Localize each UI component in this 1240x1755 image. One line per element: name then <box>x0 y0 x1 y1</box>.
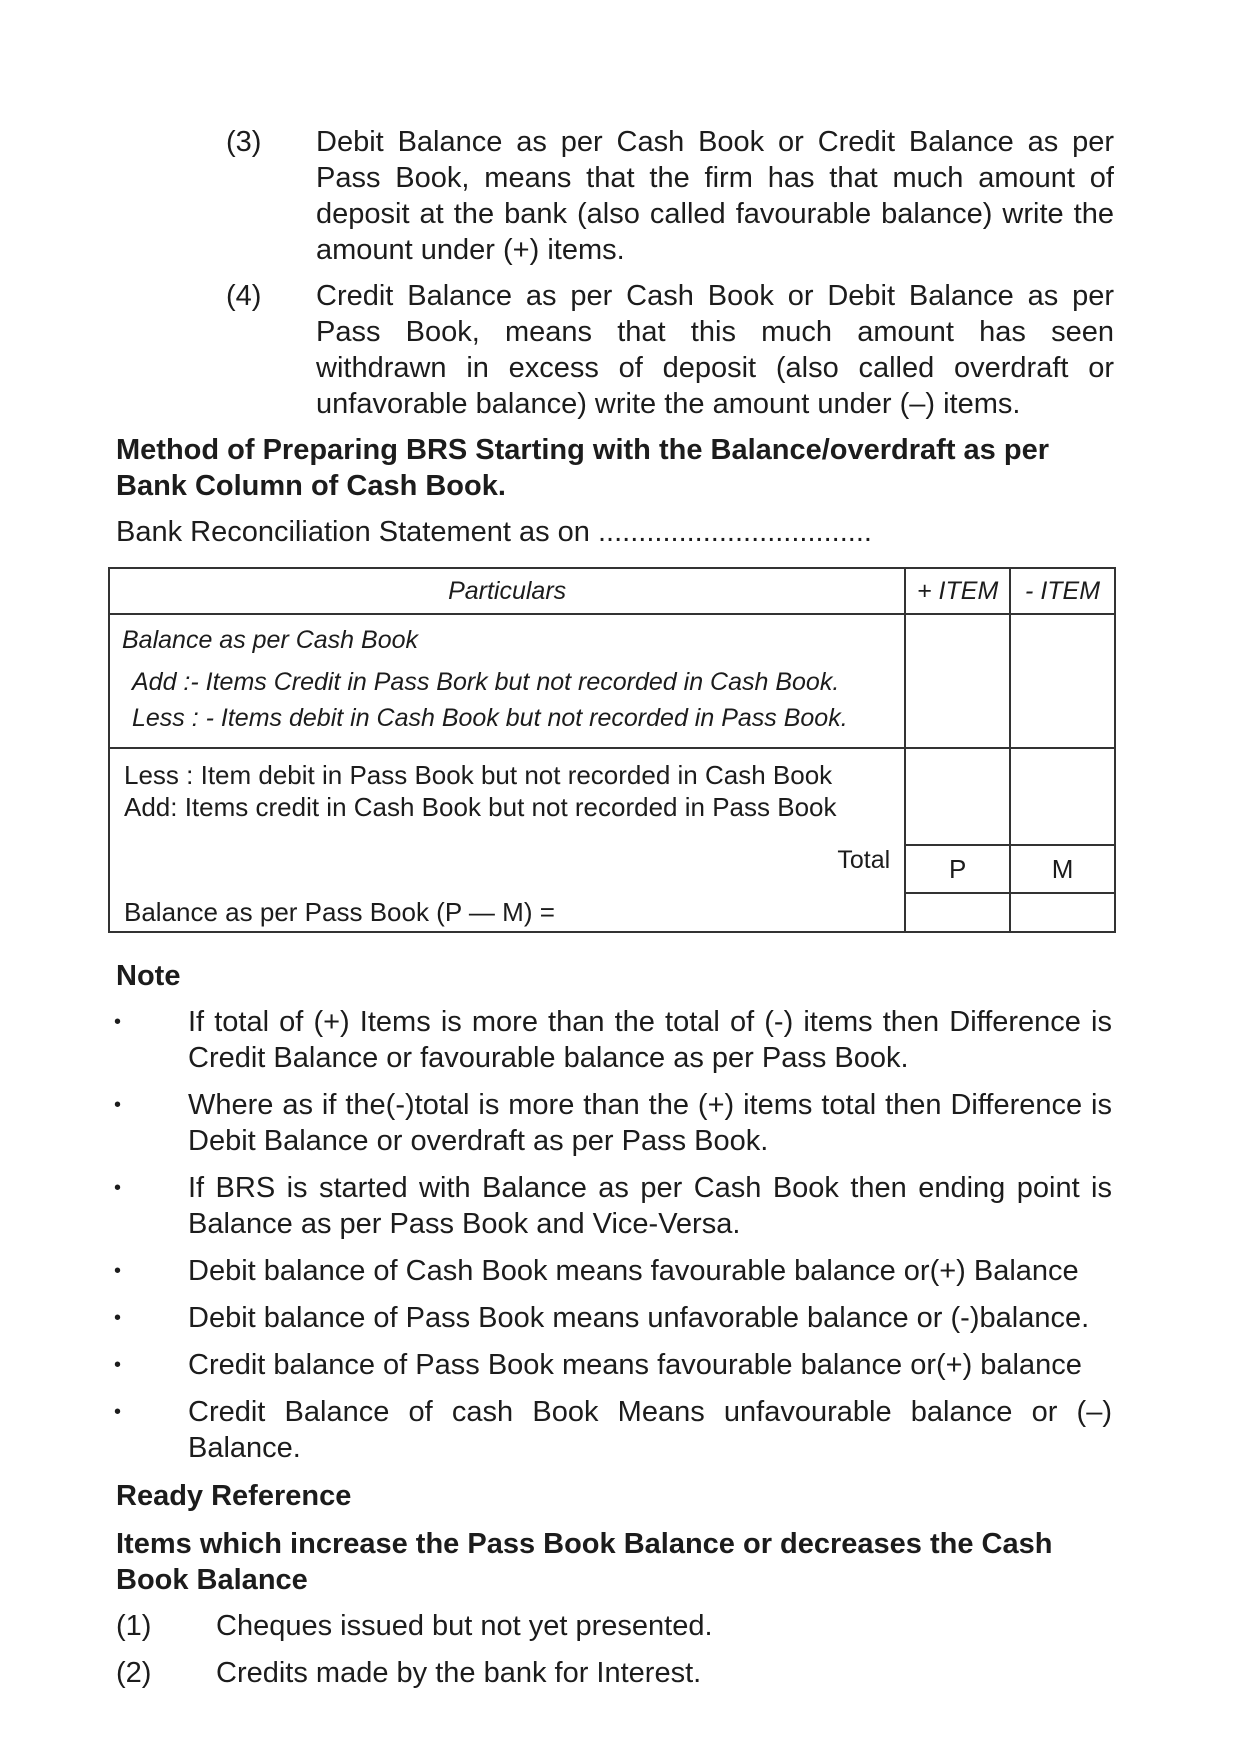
row2-minus-column <box>1010 748 1115 893</box>
row1-plus-cell <box>905 614 1010 748</box>
bullet-icon: • <box>114 1260 122 1282</box>
brs-table <box>108 567 1116 933</box>
header-minus-item: - ITEM <box>1010 568 1115 614</box>
point-text: Debit Balance as per Cash Book or Credit Balance as per Pass Book, means that the firm has that much amount of deposit at the bank (also called favourable balance) write the amount under (+) items. <box>316 126 1114 266</box>
point-number: (4) <box>226 280 262 312</box>
bullet-icon: • <box>114 1094 122 1116</box>
note-text: Debit balance of Cash Book means favourable balance or(+) Balance <box>188 1255 1079 1287</box>
total-minus-value: M <box>1051 854 1074 884</box>
row1-add: Add :- Items Credit in Pass Bork but not recorded in Cash Book. <box>132 668 840 696</box>
note-text: If total of (+) Items is more than the total of (-) items then Difference is Credit Balance or favourable balance as per Pass Book. <box>188 1006 1112 1074</box>
note-text: If BRS is started with Balance as per Cash Book then ending point is Balance as per Pass Book and Vice-Versa. <box>188 1172 1112 1240</box>
header-plus-item: + ITEM <box>905 568 1010 614</box>
total-plus-value: P <box>948 854 967 884</box>
table-row <box>109 748 1115 893</box>
row2-particulars <box>109 748 905 893</box>
table-header-row <box>109 568 1115 614</box>
table-row <box>109 893 1115 932</box>
row2-less: Less : Item debit in Pass Book but not recorded in Cash Book <box>124 760 833 790</box>
row1-less: Less : - Items debit in Cash Book but not recorded in Pass Book. <box>132 704 848 732</box>
items-heading: Items which increase the Pass Book Balance or decreases the Cash Book Balance <box>116 1528 1053 1596</box>
bullet-icon: • <box>114 1177 122 1199</box>
final-balance-label: Balance as per Pass Book (P — M) = <box>124 897 555 927</box>
point-text: Credit Balance as per Cash Book or Debit Balance as per Pass Book, means that this much amount has seen withdrawn in excess of deposit (also called overdraft or unfavorable balance) write the amount under (–) items. <box>316 280 1114 420</box>
statement-line: Bank Reconciliation Statement as on .................................. <box>116 516 872 548</box>
row2-add: Add: Items credit in Cash Book but not recorded in Pass Book <box>124 792 837 822</box>
method-heading: Method of Preparing BRS Starting with the Balance/overdraft as per Bank Column of Cash Book. <box>116 434 1049 502</box>
row1-particulars <box>109 614 905 748</box>
bullet-icon: • <box>114 1011 122 1033</box>
note-text: Credit balance of Pass Book means favourable balance or(+) balance <box>188 1349 1082 1381</box>
final-plus-cell <box>905 893 1010 932</box>
item-number: (1) <box>116 1610 152 1642</box>
ready-reference-heading: Ready Reference <box>116 1480 352 1512</box>
note-text: Debit balance of Pass Book means unfavorable balance or (-)balance. <box>188 1302 1090 1334</box>
header-particulars: Particulars <box>109 568 905 614</box>
final-particulars <box>109 893 905 932</box>
item-number: (2) <box>116 1657 152 1689</box>
row1-title: Balance as per Cash Book <box>122 626 419 654</box>
row2-plus-column <box>905 748 1010 893</box>
bullet-icon: • <box>114 1401 122 1423</box>
note-text: Where as if the(-)total is more than the (+) items total then Difference is Debit Balance or overdraft as per Pass Book. <box>188 1089 1112 1157</box>
point-number: (3) <box>226 126 262 158</box>
bullet-icon: • <box>114 1307 122 1329</box>
item-text: Cheques issued but not yet presented. <box>216 1610 713 1642</box>
item-text: Credits made by the bank for Interest. <box>216 1657 702 1689</box>
note-text: Credit Balance of cash Book Means unfavourable balance or (–) Balance. <box>188 1396 1112 1464</box>
note-heading: Note <box>116 960 181 992</box>
total-label: Total <box>837 846 891 874</box>
bullet-icon: • <box>114 1354 122 1376</box>
table-row <box>109 614 1115 748</box>
row1-minus-cell <box>1010 614 1115 748</box>
final-minus-cell <box>1010 893 1115 932</box>
